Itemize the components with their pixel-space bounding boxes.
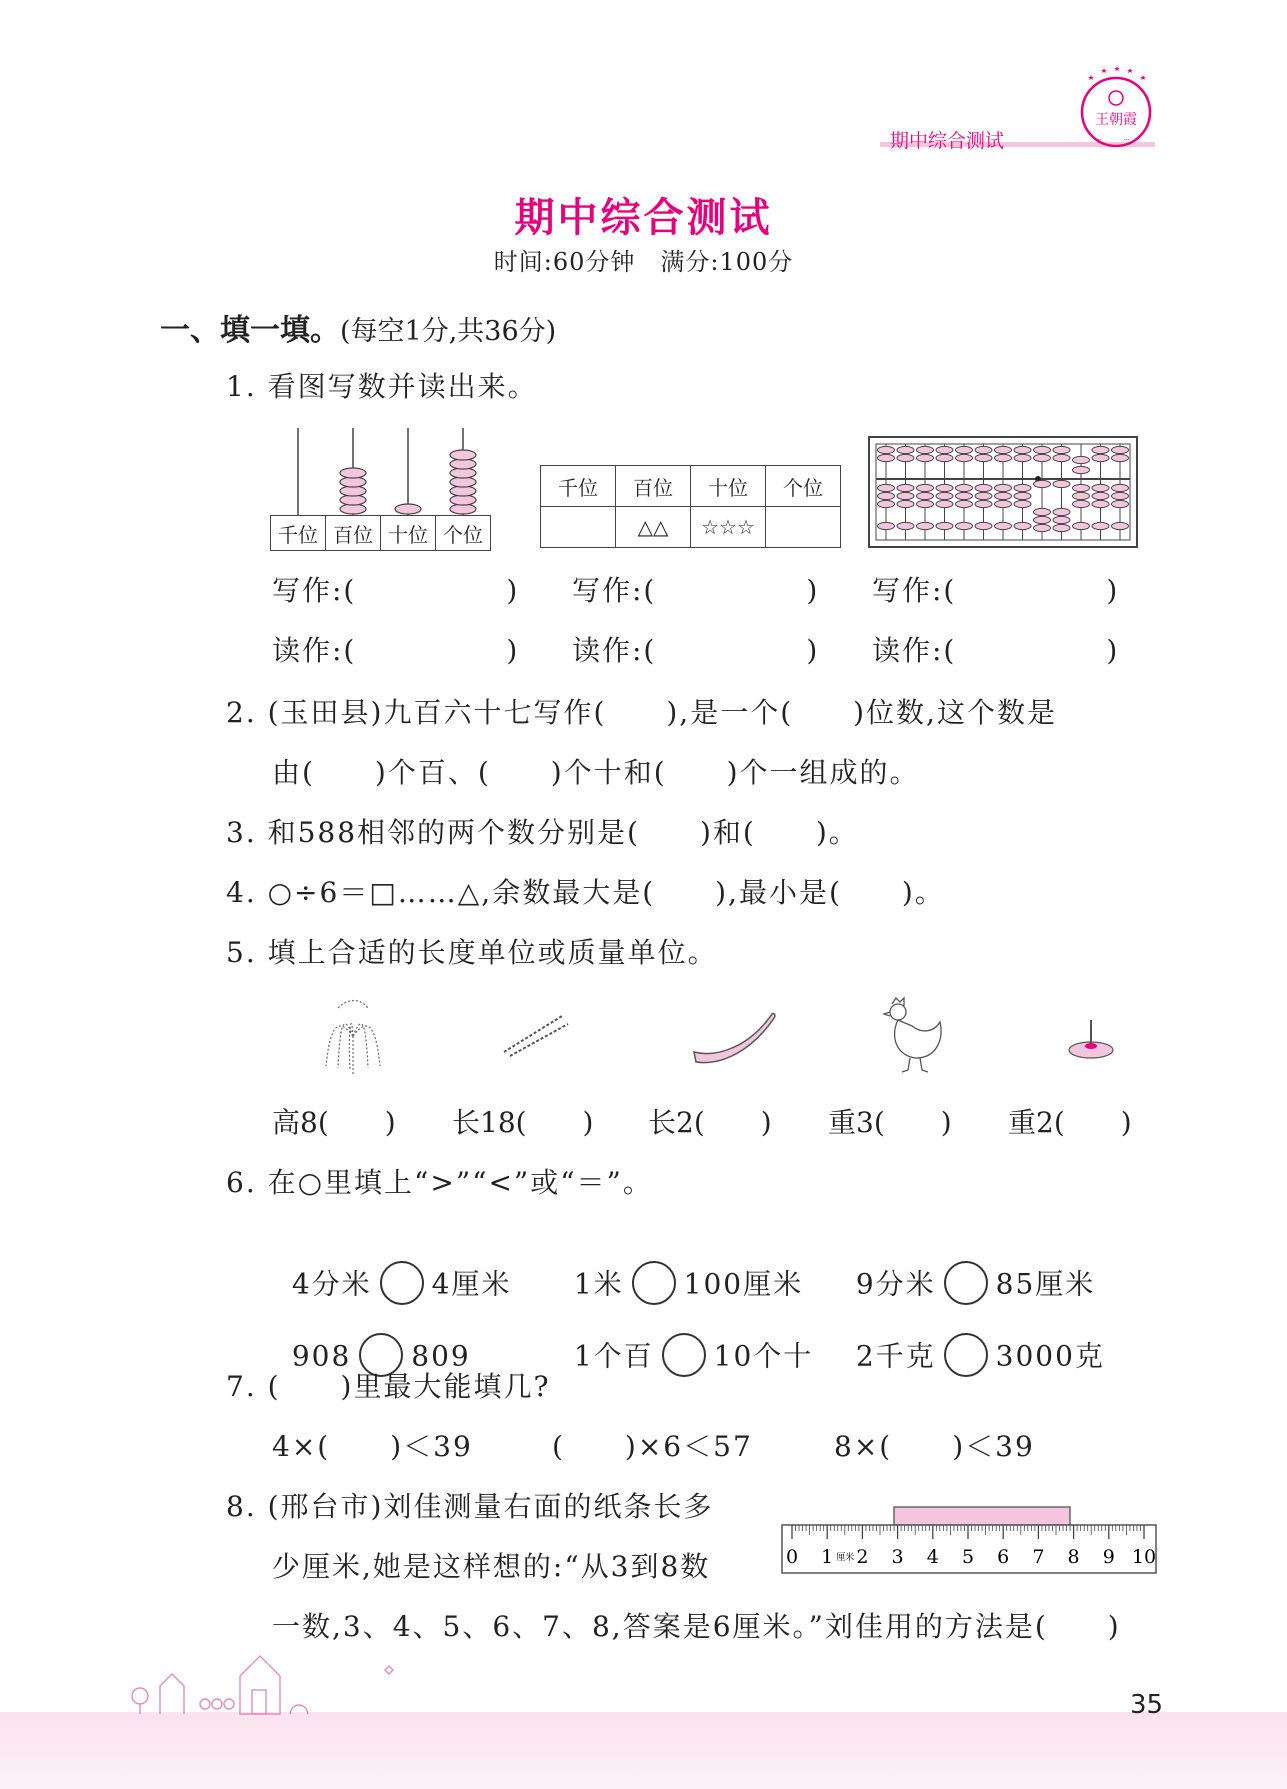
section-heading-label: 一、填一填。 xyxy=(160,313,340,348)
abacus-bead xyxy=(1014,500,1031,507)
abacus-bead xyxy=(878,484,895,491)
ruler-number: 0 xyxy=(785,1546,799,1568)
unit-item-3[interactable]: 长2( ) xyxy=(648,1106,772,1139)
abacus-bead xyxy=(956,454,973,461)
abacus-bead xyxy=(1014,522,1031,529)
question-2-line-2: 由( )个百、( )个十和( )个一组成的。 xyxy=(272,756,920,789)
read-answer-1[interactable]: 读作:( ) xyxy=(272,634,520,667)
abacus-bead xyxy=(936,454,953,461)
place-value-table xyxy=(540,465,841,548)
abacus-bead xyxy=(995,500,1012,507)
compare-circle[interactable] xyxy=(944,1261,988,1305)
abacus-bead xyxy=(897,484,914,491)
abacus-label: 十位 xyxy=(381,516,436,551)
abacus-bead xyxy=(936,446,953,453)
compare-item: 4分米 4厘米 xyxy=(270,1230,511,1308)
question-1: 1. 看图写数并读出来。 xyxy=(226,370,538,403)
write-answer-3[interactable]: 写作:( ) xyxy=(872,574,1120,607)
abacus-bead xyxy=(1092,492,1109,499)
abacus-bead xyxy=(1034,480,1051,487)
abacus-bead xyxy=(1053,446,1070,453)
compare-item: 2千克 3000克 xyxy=(834,1302,1105,1380)
abacus-bead xyxy=(1034,524,1051,531)
compare-item: 1个百 10个十 xyxy=(552,1302,813,1380)
place-value-cell: ☆☆☆ xyxy=(691,507,766,548)
question-4: 4. ○÷6＝□……△,余数最大是( ),最小是( )。 xyxy=(226,876,945,909)
thumbtack-icon xyxy=(1066,1016,1116,1066)
header-section-label: 期中综合测试 xyxy=(890,130,1005,152)
abacus-bead xyxy=(1073,466,1090,473)
ruler-number: 10 xyxy=(1131,1546,1157,1568)
abacus-bead xyxy=(1112,500,1129,507)
abacus-bead xyxy=(995,522,1012,529)
ruler-number: 3 xyxy=(891,1546,904,1568)
abacus-bead xyxy=(975,454,992,461)
ruler-number: 7 xyxy=(1032,1546,1045,1568)
page-number: 35 xyxy=(1130,1690,1164,1720)
abacus-bead xyxy=(1112,492,1129,499)
abacus-bead xyxy=(1092,484,1109,491)
abacus-bead xyxy=(1053,508,1070,515)
abacus-bead xyxy=(1112,522,1129,529)
abacus-bead xyxy=(1092,454,1109,461)
counting-abacus xyxy=(270,425,495,550)
page-title: 期中综合测试 xyxy=(514,195,773,241)
abacus-bead xyxy=(1073,492,1090,499)
abacus-bead xyxy=(936,484,953,491)
abacus-bead xyxy=(897,492,914,499)
question-7: 7. ( )里最大能填几? xyxy=(226,1370,551,1403)
chopsticks-icon xyxy=(500,1010,570,1064)
abacus-bead xyxy=(917,492,934,499)
abacus-bead xyxy=(1034,446,1051,453)
abacus-bead xyxy=(897,454,914,461)
abacus-bead xyxy=(936,500,953,507)
abacus-bead xyxy=(878,446,895,453)
place-value-header: 个位 xyxy=(766,466,841,507)
abacus-bead xyxy=(1014,484,1031,491)
place-value-cell xyxy=(541,507,616,548)
ruler-number: 6 xyxy=(997,1546,1010,1568)
abacus-bead xyxy=(1014,446,1031,453)
abacus-bead xyxy=(956,492,973,499)
place-value-header: 百位 xyxy=(616,466,691,507)
abacus-bead xyxy=(995,446,1012,453)
read-answer-3[interactable]: 读作:( ) xyxy=(872,634,1120,667)
compare-item: 908 809 xyxy=(270,1302,471,1380)
ruler-number: 1 xyxy=(821,1546,834,1568)
question-6: 6. 在○里填上“>”“<”或“＝”。 xyxy=(226,1166,653,1199)
question-2-line-1: 2. (玉田县)九百六十七写作( ),是一个( )位数,这个数是 xyxy=(226,696,1057,729)
abacus-bead xyxy=(995,454,1012,461)
svg-text:…: … xyxy=(1095,134,1102,142)
abacus-bead xyxy=(897,522,914,529)
max-fill-item-3[interactable]: 8×( )＜39 xyxy=(834,1430,1035,1463)
abacus-bead xyxy=(897,446,914,453)
question-8-line-1: 8. (邢台市)刘佳测量右面的纸条长多 xyxy=(226,1490,714,1523)
unit-item-4[interactable]: 重3( ) xyxy=(828,1106,952,1139)
abacus-bead xyxy=(1092,500,1109,507)
write-answer-1[interactable]: 写作:( ) xyxy=(272,574,520,607)
abacus-bead xyxy=(917,454,934,461)
abacus-bead xyxy=(1092,522,1109,529)
abacus-bead xyxy=(1112,484,1129,491)
question-3: 3. 和588相邻的两个数分别是( )和( )。 xyxy=(226,816,859,849)
abacus-bead xyxy=(1014,454,1031,461)
compare-circle[interactable] xyxy=(662,1333,706,1377)
svg-text:…: … xyxy=(1123,134,1130,142)
abacus-bead xyxy=(956,500,973,507)
unit-item-1[interactable]: 高8( ) xyxy=(272,1106,396,1139)
abacus-bead xyxy=(975,492,992,499)
abacus-bead xyxy=(975,484,992,491)
abacus-bead xyxy=(956,484,973,491)
abacus-bead xyxy=(917,500,934,507)
footer-band xyxy=(0,1712,1287,1789)
abacus-bead xyxy=(878,500,895,507)
place-value-header: 十位 xyxy=(691,466,766,507)
compare-circle[interactable] xyxy=(380,1261,424,1305)
suanpan-abacus xyxy=(868,436,1138,548)
abacus-bead xyxy=(975,500,992,507)
unit-item-2[interactable]: 长18( ) xyxy=(452,1106,594,1139)
ruler-number: 5 xyxy=(961,1546,975,1568)
abacus-bead xyxy=(995,484,1012,491)
willow-tree-icon xyxy=(318,996,388,1082)
question-8-line-2: 少厘米,她是这样想的:“从3到8数 xyxy=(272,1550,711,1583)
abacus-bead xyxy=(1053,524,1070,531)
stamp-text: 王朝霞 xyxy=(1095,112,1137,128)
write-answer-2[interactable]: 写作:( ) xyxy=(572,574,820,607)
cucumber-icon xyxy=(688,1008,778,1072)
abacus-bead xyxy=(975,446,992,453)
abacus-bead xyxy=(1053,480,1070,487)
abacus-bead xyxy=(1073,456,1090,463)
ruler-number: 8 xyxy=(1067,1546,1080,1568)
place-value-cell xyxy=(766,507,841,548)
abacus-bead xyxy=(956,522,973,529)
abacus-bead xyxy=(1112,454,1129,461)
compare-circle[interactable] xyxy=(944,1333,988,1377)
question-8-line-3: 一数,3、4、5、6、7、8,答案是6厘米。”刘佳用的方法是( ) xyxy=(272,1610,1121,1643)
abacus-bead xyxy=(917,446,934,453)
place-value-cell: △△ xyxy=(616,507,691,548)
abacus-bead xyxy=(995,492,1012,499)
section-score-note: (每空1分,共36分) xyxy=(340,316,557,347)
brand-stamp-icon xyxy=(1075,62,1155,152)
abacus-bead xyxy=(1034,516,1051,523)
compare-item: 1米 100厘米 xyxy=(552,1230,803,1308)
abacus-bead xyxy=(897,500,914,507)
ruler-number: 4 xyxy=(926,1546,939,1568)
abacus-bead xyxy=(1034,454,1051,461)
ruler-number: 2 xyxy=(856,1546,869,1568)
ruler-unit: 厘米 xyxy=(836,1553,855,1563)
section-heading xyxy=(160,305,556,349)
compare-circle[interactable] xyxy=(632,1261,676,1305)
abacus-bead xyxy=(936,522,953,529)
abacus-bead xyxy=(1014,492,1031,499)
abacus-bead xyxy=(975,522,992,529)
ruler xyxy=(780,1505,1158,1575)
abacus-bead xyxy=(1053,454,1070,461)
town-decoration-icon xyxy=(120,1646,420,1720)
abacus-bead xyxy=(1053,516,1070,523)
abacus-bead xyxy=(1073,500,1090,507)
max-fill-item-1[interactable]: 4×( )＜39 xyxy=(272,1430,473,1463)
read-answer-2[interactable]: 读作:( ) xyxy=(572,634,820,667)
abacus-bead xyxy=(956,446,973,453)
compare-item: 9分米 85厘米 xyxy=(834,1230,1095,1308)
abacus-label: 百位 xyxy=(326,516,381,551)
chicken-icon xyxy=(878,996,950,1082)
abacus-bead xyxy=(917,484,934,491)
abacus-bead xyxy=(1092,446,1109,453)
paper-strip xyxy=(894,1507,1070,1525)
abacus-bead xyxy=(878,492,895,499)
abacus-bead xyxy=(1073,522,1090,529)
abacus-bead xyxy=(1112,446,1129,453)
abacus-bead xyxy=(1034,508,1051,515)
ruler-number: 9 xyxy=(1102,1546,1115,1568)
question-5: 5. 填上合适的长度单位或质量单位。 xyxy=(226,936,718,969)
unit-item-5[interactable]: 重2( ) xyxy=(1008,1106,1132,1139)
abacus-bead xyxy=(878,522,895,529)
place-value-header: 千位 xyxy=(541,466,616,507)
abacus-label: 千位 xyxy=(271,516,326,551)
abacus-bead xyxy=(1073,484,1090,491)
abacus-bead xyxy=(917,522,934,529)
abacus-bead xyxy=(878,454,895,461)
abacus-bead xyxy=(936,492,953,499)
max-fill-item-2[interactable]: ( )×6＜57 xyxy=(552,1430,753,1463)
abacus-label: 个位 xyxy=(436,516,491,551)
page-subtitle: 时间:60分钟 满分:100分 xyxy=(493,248,794,276)
